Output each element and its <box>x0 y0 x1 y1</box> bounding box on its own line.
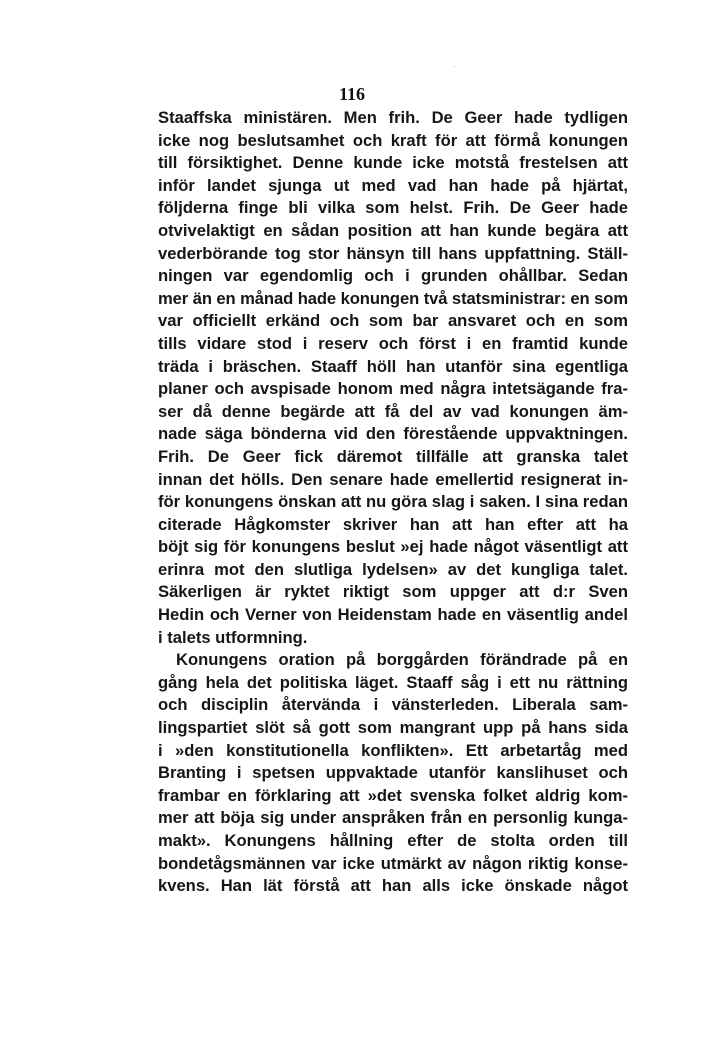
paper-speck <box>454 66 455 67</box>
text-line: kvens. Han lät förstå att han alls icke önskade något <box>158 876 628 896</box>
text-line: i »den konstitutionella konflikten». Ett arbetartåg med <box>158 740 628 760</box>
text-line: otvivelaktigt en sådan position att han kunde begära att <box>158 220 628 240</box>
paragraph-start-line: Konungens oration på borggården förändrade på en <box>176 650 628 670</box>
text-line: citerade Hågkomster skriver han att han efter att ha <box>158 514 628 534</box>
text-line: makt». Konungens hållning efter de stolta orden till <box>158 831 628 850</box>
text-line: var officiellt erkänd och som bar ansvaret och en som <box>158 311 628 331</box>
body-text <box>158 107 628 898</box>
text-line: Säkerligen är ryktet riktigt som uppger att d:r Sven <box>158 582 628 602</box>
text-line: ningen var egendomlig och i grunden ohållbar. Sedan <box>158 266 628 286</box>
paragraph-end-line: i talets utformning. <box>158 627 308 647</box>
text-line: Branting i spetsen uppvaktade utanför kanslihuset och <box>158 763 628 783</box>
text-line: mer än en månad hade konungen två statsministrar: en som <box>158 288 628 308</box>
text-line: Staaffska ministären. Men frih. De Geer hade tydligen <box>158 108 628 127</box>
text-line: gång hela det politiska läget. Staaff såg i ett nu rättning <box>158 672 628 692</box>
text-line: icke nog beslutsamhet och kraft för att förmå konungen <box>158 130 628 150</box>
text-line: tills vidare stod i reserv och först i en framtid kunde <box>158 333 628 353</box>
text-line: Hedin och Verner von Heidenstam hade en väsentlig andel <box>158 605 628 625</box>
text-line: lingspartiet slöt så gott som mangrant upp på hans sida <box>158 718 628 738</box>
text-line: innan det hölls. Den senare hade emellertid resignerat in- <box>158 469 628 489</box>
text-line: bondetågsmännen var icke utmärkt av någon riktig konse- <box>158 853 628 873</box>
text-line: för konungens önskan att nu göra slag i saken. I sina redan <box>158 492 628 512</box>
text-line: vederbörande tog stor hänsyn till hans uppfattning. Ställ- <box>158 243 628 263</box>
text-line: träda i bräschen. Staaff höll han utanför sina egentliga <box>158 356 628 376</box>
text-line: mer att böja sig under anspråken från en personlig kunga- <box>158 808 628 828</box>
text-line: följderna finge bli vilka som helst. Frih. De Geer hade <box>158 198 628 218</box>
text-line: Frih. De Geer fick däremot tillfälle att granska talet <box>158 446 628 466</box>
text-line: och disciplin återvända i vänsterleden. Liberala sam- <box>158 695 628 715</box>
text-line: böjt sig för konungens beslut »ej hade något väsentligt att <box>158 537 628 557</box>
page-number: 116 <box>338 84 365 104</box>
text-line: ser då denne begärde att få del av vad konungen äm- <box>158 401 628 421</box>
text-line: erinra mot den slutliga lydelsen» av det kungliga talet. <box>158 559 628 579</box>
text-line: inför landet sjunga ut med vad han hade på hjärtat, <box>158 175 628 195</box>
text-line: planer och avspisade honom med några intetsägande fra- <box>158 379 628 399</box>
text-line: nade säga bönderna vid den förestående uppvaktningen. <box>158 424 628 444</box>
text-line: till försiktighet. Denne kunde icke motstå frestelsen att <box>158 153 628 173</box>
text-line: frambar en förklaring att »det svenska folket aldrig kom- <box>158 785 628 805</box>
